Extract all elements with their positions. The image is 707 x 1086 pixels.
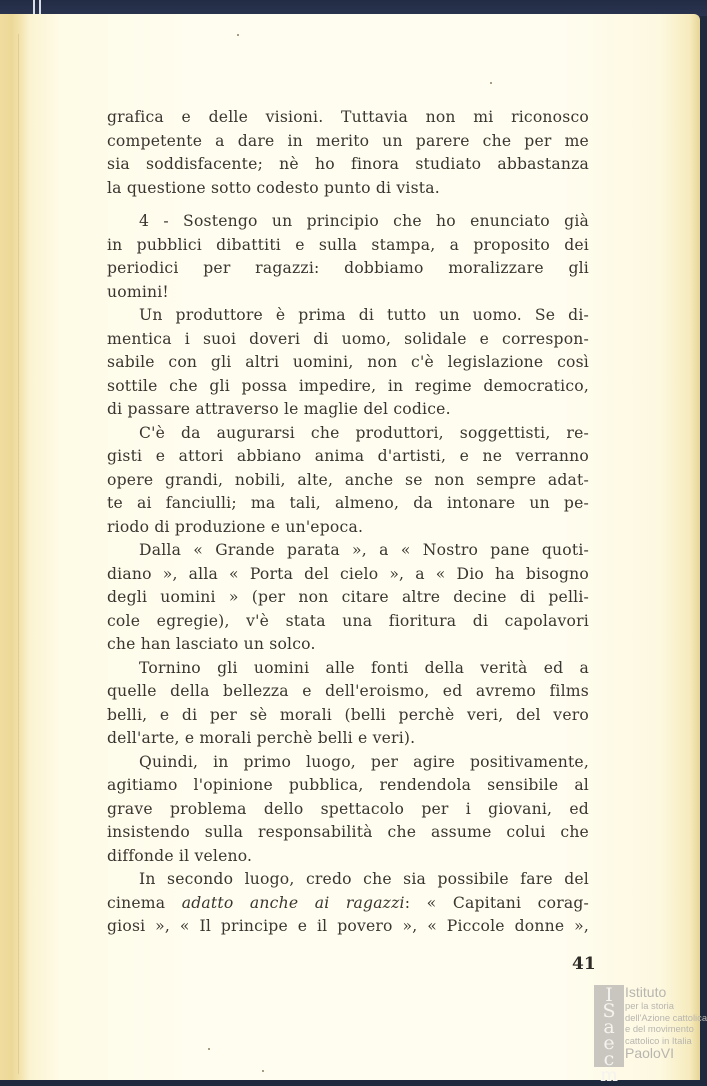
paper-speck — [262, 1070, 264, 1072]
text-line: la questione sotto codesto punto di vista. — [107, 178, 440, 197]
paragraph — [107, 657, 589, 751]
paragraph — [107, 106, 589, 200]
text-line: Un produttore è prima di tutto un uomo. Se di- — [139, 306, 589, 324]
text-line: grafica e delle visioni. Tuttavia non mi riconosco — [107, 108, 589, 126]
text-line: dell'arte, e morali perchè belli e veri). — [107, 729, 416, 747]
text-line: 4 - Sostengo un principio che ho enunciato già — [139, 212, 589, 230]
text-line: Tornino gli uomini alle fonti della verità ed a — [139, 658, 589, 677]
watermark-line: dell'Azione cattolica — [625, 1011, 707, 1023]
paragraph — [107, 304, 589, 422]
text-line: di passare attraverso le maglie del codice. — [107, 400, 451, 418]
text-line: In secondo luogo, credo che sia possibile fare del — [139, 870, 589, 888]
text-line: grave problema dello spettacolo per i giovani, ed — [107, 799, 589, 818]
text-line: competente a dare in merito un parere che per me — [107, 131, 589, 150]
paper-speck — [237, 34, 239, 36]
paragraph — [107, 751, 589, 869]
paragraph — [107, 210, 589, 304]
paragraph — [107, 868, 589, 939]
text-line: diffonde il veleno. — [107, 846, 253, 865]
watermark-monogram: I S a e c m — [594, 985, 624, 1067]
text-line: uomini! — [107, 282, 169, 301]
text-line: gisti e attori abbiano anima d'artisti, e ne verranno — [107, 447, 589, 465]
text-line: periodici per ragazzi: dobbiamo moralizzare gli — [107, 259, 589, 277]
text-line: C'è da augurarsi che produttori, soggettisti, re- — [139, 423, 589, 442]
paragraph — [107, 422, 589, 540]
page-gutter — [18, 34, 19, 1074]
italic-phrase: adatto anche ai ragazzi — [181, 893, 405, 912]
text-line: mentica i suoi doveri di uomo, solidale e correspon- — [107, 329, 589, 348]
text-line: agitiamo l'opinione pubblica, rendendola sensibile al — [107, 776, 589, 794]
text-line: te ai fanciulli; ma tali, almeno, da intonare un pe- — [107, 494, 589, 512]
watermark-line: e del movimento — [625, 1023, 694, 1034]
page-number: 41 — [572, 954, 596, 974]
text-line: quelle della bellezza e dell'eroismo, ed avremo films — [107, 682, 589, 700]
text-line: sia soddisfacente; nè ho finora studiato abbastanza — [107, 155, 589, 173]
watermark-line: per la storia — [625, 1000, 674, 1011]
text-line: giosi », « Il principe e il povero », « Piccole donne », — [107, 917, 589, 935]
body-text — [107, 106, 589, 939]
text-line: sottile che gli possa impedire, in regime democratico, — [107, 376, 589, 395]
text-line: riodo di produzione e un'epoca. — [107, 517, 364, 536]
text-line: sabile con gli altri uomini, non c'è legislazione così — [107, 353, 589, 371]
paper-speck — [490, 82, 492, 84]
watermark-text — [625, 985, 707, 1061]
isacem-watermark-logo — [594, 984, 707, 1086]
text-line: che han lasciato un solco. — [107, 635, 316, 653]
text-line: in pubblici dibattiti e sulla stampa, a proposito dei — [107, 235, 589, 254]
text-line-with-italic: cinema adatto anche ai ragazzi: « Capitani corag- — [107, 893, 590, 912]
watermark-footer: PaoloVI — [625, 1045, 675, 1061]
text-line: belli, e di per sè morali (belli perchè veri, del vero — [107, 705, 589, 724]
text-line: Quindi, in primo luogo, per agire positivamente, — [139, 752, 589, 771]
watermark-title: Istituto — [625, 984, 667, 1000]
text-line: opere grandi, nobili, alte, anche se non sempre adat- — [107, 470, 589, 489]
paragraph — [107, 539, 589, 657]
text-line: degli uomini » (per non citare altre decine di pelli- — [107, 588, 589, 606]
watermark-line: cattolico in Italia — [625, 1034, 692, 1046]
text-line: diano », alla « Porta del cielo », a « Dio ha bisogno — [107, 564, 589, 583]
text-line: insistendo sulla responsabilità che assume colui che — [107, 823, 589, 841]
paper-speck — [208, 1048, 210, 1050]
text-line: Dalla « Grande parata », a « Nostro pane quoti- — [139, 541, 589, 559]
text-line: cole egregie), v'è stata una fioritura di capolavori — [107, 611, 589, 630]
